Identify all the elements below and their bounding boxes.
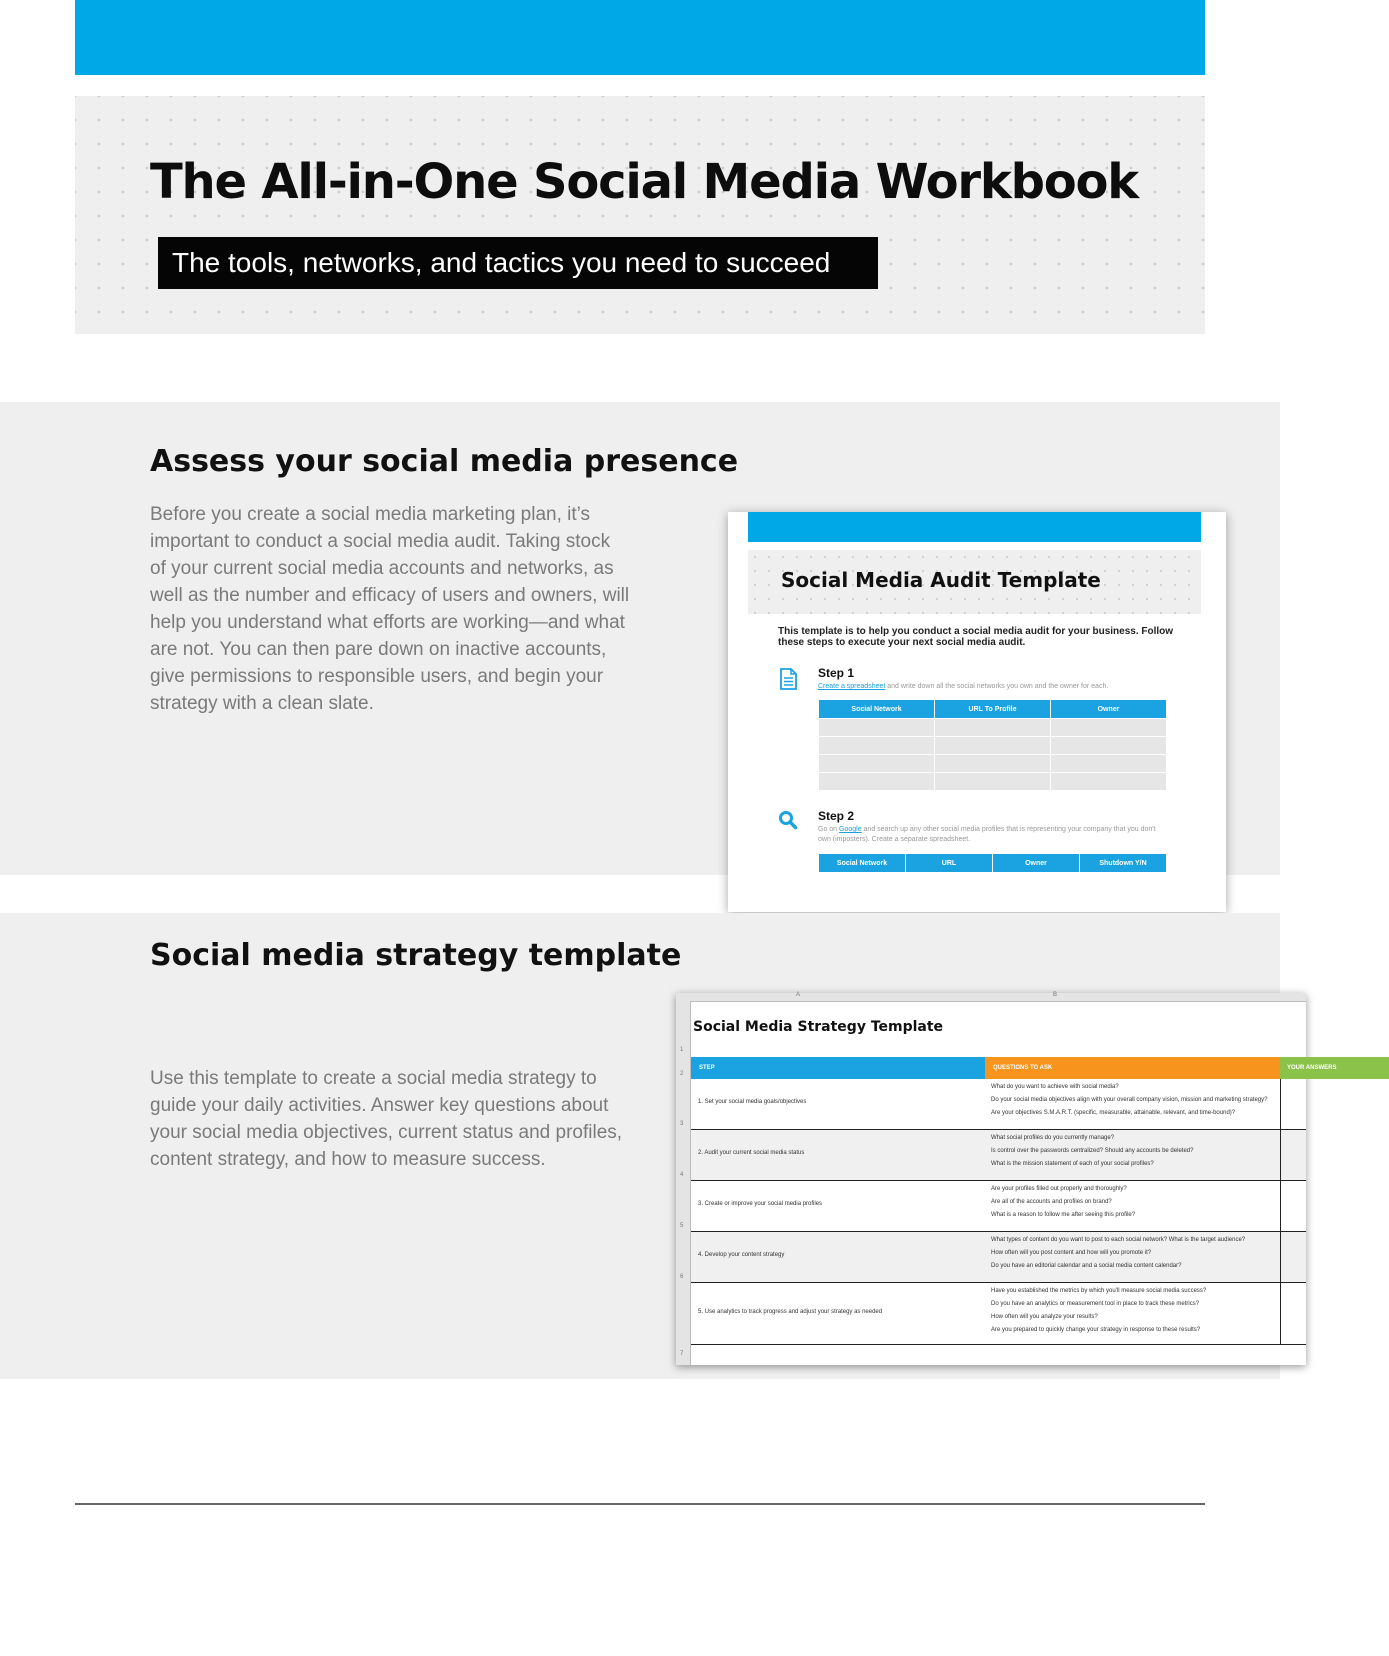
row-questions: What types of content do you want to post to each social network? What is the target audience? How often will you post content and how will you promote it? Do you have an editorial calendar and a social media content calendar? <box>991 1237 1246 1269</box>
table-row <box>691 1181 1306 1232</box>
row-step: 5. Use analytics to track progress and adjust your strategy as needed <box>698 1309 883 1315</box>
table-row <box>819 719 1166 736</box>
row-number: 6 <box>680 1274 684 1280</box>
top-color-bar <box>75 0 1205 75</box>
row-step: 2. Audit your current social media status <box>698 1150 805 1156</box>
row-number: 7 <box>680 1351 684 1357</box>
table-row <box>691 1130 1306 1181</box>
step1-table <box>818 699 1167 791</box>
step2-table <box>818 853 1167 873</box>
table-header: Social Network <box>819 700 934 718</box>
google-link[interactable]: Google <box>839 826 862 833</box>
row-questions: What social profiles do you currently manage? Is control over the passwords centralized? Should any accounts be deleted? What is the mission statement of each of your social profiles? <box>991 1135 1194 1167</box>
table-row <box>691 1079 1306 1130</box>
header-answers: YOUR ANSWERS <box>1279 1057 1389 1079</box>
table-row <box>819 737 1166 754</box>
strategy-body: Use this template to create a social media strategy to guide your daily activities. Answer key questions about your social media objectives, current status and profiles, content strategy, and how to measure success. <box>150 1068 623 1170</box>
hero-banner <box>75 96 1205 334</box>
spreadsheet-doc-icon <box>778 668 798 690</box>
assess-body: Before you create a social media marketing plan, it’s important to conduct a social media audit. Taking stock of your current social media accounts and networks, as well as the number and efficacy of users and owners, will help you understand what efforts are working—and what are not. You can then pare down on inactive accounts, give permissions to responsible users, and begin your strategy with a clean slate. <box>150 504 630 714</box>
table-header: Owner <box>993 854 1079 872</box>
audit-template-preview <box>728 512 1226 912</box>
row-step: 4. Develop your content strategy <box>698 1252 785 1258</box>
row-number: 2 <box>680 1071 684 1077</box>
bottom-divider <box>75 1503 1205 1505</box>
table-header: URL <box>906 854 992 872</box>
column-header-bar <box>676 993 1306 1002</box>
answers-column-divider <box>1280 1079 1281 1345</box>
search-icon <box>778 810 798 830</box>
strategy-spreadsheet-preview <box>676 992 1337 1365</box>
row-number: 3 <box>680 1121 684 1127</box>
page-title: The All-in-One Social Media Workbook <box>150 154 1139 210</box>
audit-blue-bar <box>748 512 1201 542</box>
row-number: 1 <box>680 1047 684 1053</box>
table-header: Social Network <box>819 854 905 872</box>
header-step: STEP <box>691 1057 985 1079</box>
row-questions: What do you want to achieve with social media? Do your social media objectives align with your overall company vision, mission and marketing strategy? Are your objectives S.M.A.R.T. (specific, measurable, attainable, relevant, and time-bound)? <box>991 1084 1268 1116</box>
row-step: 1. Set your social media goals/objectives <box>698 1099 807 1105</box>
page-subtitle: The tools, networks, and tactics you need to succeed <box>158 237 878 289</box>
row-questions: Have you established the metrics by which you'll measure social media success? Do you have an analytics or measurement tool in place to track these metrics? How often will you analyze your results? Are you prepared to quickly change your strategy in response to these results? <box>991 1288 1207 1333</box>
row-step: 3. Create or improve your social media profiles <box>698 1201 823 1207</box>
audit-intro: This template is to help you conduct a social media audit for your business. Follow these steps to execute your next social media audit. <box>778 626 1174 648</box>
header-questions: QUESTIONS TO ASK <box>985 1057 1279 1079</box>
column-letter: B <box>1053 992 1058 998</box>
table-row <box>691 1283 1306 1345</box>
audit-title: Social Media Audit Template <box>781 568 1101 592</box>
assess-heading: Assess your social media presence <box>150 444 739 479</box>
table-row <box>691 1232 1306 1283</box>
table-row <box>819 755 1166 772</box>
strategy-heading: Social media strategy template <box>150 938 682 973</box>
step1-desc: Create a spreadsheet and write down all the social networks you own and the owner for each. <box>818 683 1109 690</box>
step1-label: Step 1 <box>818 666 855 680</box>
audit-header <box>748 550 1201 614</box>
table-row <box>819 773 1166 790</box>
sheet-title: Social Media Strategy Template <box>693 1019 944 1035</box>
column-letter: A <box>796 992 801 998</box>
table-header: Shutdown Y/N <box>1080 854 1166 872</box>
create-spreadsheet-link[interactable]: Create a spreadsheet <box>818 683 886 690</box>
row-questions: Are your profiles filled out properly and thoroughly? Are all of the accounts and profiles on brand? What is a reason to follow me after seeing this profile? <box>991 1186 1136 1218</box>
assess-section <box>0 402 1280 875</box>
table-header: URL To Profile <box>935 700 1050 718</box>
table-header: Owner <box>1051 700 1166 718</box>
row-number: 4 <box>680 1172 684 1178</box>
row-header-bar <box>676 1001 691 1365</box>
step2-label: Step 2 <box>818 809 855 823</box>
strategy-section <box>0 913 1337 1379</box>
step2-desc: Go on Google and search up any other social media profiles that is representing your company that you don't own (imposters). Create a separate spreadsheet. <box>818 826 1156 843</box>
row-number: 5 <box>680 1223 684 1229</box>
